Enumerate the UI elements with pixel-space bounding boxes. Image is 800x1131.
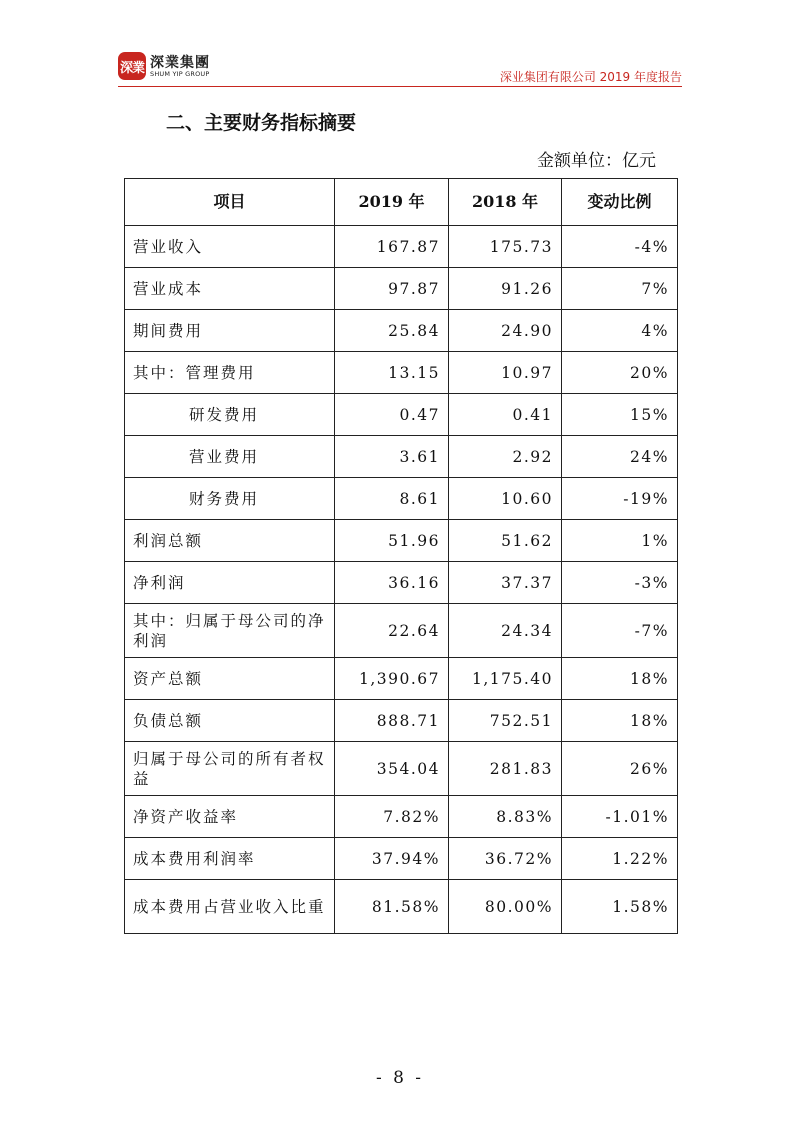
value-2018: 752.51 [449, 700, 562, 742]
table-row [125, 880, 678, 934]
value-2018: 10.97 [449, 352, 562, 394]
row-label: 净资产收益率 [125, 796, 335, 838]
table-row [125, 838, 678, 880]
value-2019: 37.94% [335, 838, 449, 880]
row-label: 利润总额 [125, 520, 335, 562]
table-row [125, 520, 678, 562]
table-row [125, 310, 678, 352]
row-label: 负债总额 [125, 700, 335, 742]
table-row [125, 226, 678, 268]
table-row [125, 700, 678, 742]
row-label: 其中：管理费用 [125, 352, 335, 394]
value-2018: 281.83 [449, 742, 562, 796]
table-row [125, 658, 678, 700]
logo-mark-icon: 深業 [118, 52, 146, 80]
value-2019: 22.64 [335, 604, 449, 658]
change-ratio: 1.58% [562, 880, 678, 934]
logo-english-name: SHUM YIP GROUP [150, 70, 210, 78]
table-row [125, 604, 678, 658]
change-ratio: 4% [562, 310, 678, 352]
value-2019: 7.82% [335, 796, 449, 838]
change-ratio: 1.22% [562, 838, 678, 880]
row-label: 期间费用 [125, 310, 335, 352]
value-2018: 2.92 [449, 436, 562, 478]
value-2018: 0.41 [449, 394, 562, 436]
row-label: 归属于母公司的所有者权益 [125, 742, 335, 796]
change-ratio: 15% [562, 394, 678, 436]
change-ratio: 1% [562, 520, 678, 562]
header-2018: 2018 年 [449, 179, 562, 226]
change-ratio: -3% [562, 562, 678, 604]
row-label: 成本费用占营业收入比重 [125, 880, 335, 934]
financial-summary-table [124, 178, 678, 934]
change-ratio: 20% [562, 352, 678, 394]
row-label: 营业成本 [125, 268, 335, 310]
header-item: 项目 [125, 179, 335, 226]
table-row [125, 562, 678, 604]
table-row [125, 436, 678, 478]
header-change: 变动比例 [562, 179, 678, 226]
value-2019: 0.47 [335, 394, 449, 436]
table-row [125, 478, 678, 520]
change-ratio: 24% [562, 436, 678, 478]
change-ratio: -1.01% [562, 796, 678, 838]
change-ratio: 26% [562, 742, 678, 796]
value-2018: 36.72% [449, 838, 562, 880]
row-label: 净利润 [125, 562, 335, 604]
value-2019: 8.61 [335, 478, 449, 520]
report-title: 深业集团有限公司 2019 年度报告 [499, 70, 682, 84]
value-2019: 51.96 [335, 520, 449, 562]
value-2018: 51.62 [449, 520, 562, 562]
section-title: 二、主要财务指标摘要 [166, 112, 357, 134]
value-2018: 24.34 [449, 604, 562, 658]
value-2018: 1,175.40 [449, 658, 562, 700]
row-label: 成本费用利润率 [125, 838, 335, 880]
value-2019: 97.87 [335, 268, 449, 310]
table-row [125, 742, 678, 796]
table-row [125, 394, 678, 436]
logo-chinese-name: 深業集團 [150, 55, 210, 71]
row-label: 资产总额 [125, 658, 335, 700]
value-2018: 24.90 [449, 310, 562, 352]
table-row [125, 796, 678, 838]
table-row [125, 268, 678, 310]
value-2018: 37.37 [449, 562, 562, 604]
value-2019: 25.84 [335, 310, 449, 352]
value-2019: 888.71 [335, 700, 449, 742]
header-divider [118, 86, 682, 87]
value-2019: 3.61 [335, 436, 449, 478]
company-logo [118, 52, 238, 84]
value-2019: 36.16 [335, 562, 449, 604]
value-2018: 8.83% [449, 796, 562, 838]
change-ratio: 18% [562, 658, 678, 700]
row-label: 营业费用 [125, 436, 335, 478]
value-2018: 175.73 [449, 226, 562, 268]
value-2019: 1,390.67 [335, 658, 449, 700]
row-label: 研发费用 [125, 394, 335, 436]
value-2018: 80.00% [449, 880, 562, 934]
page-number: - 8 - [375, 1068, 425, 1088]
change-ratio: 18% [562, 700, 678, 742]
value-2019: 354.04 [335, 742, 449, 796]
row-label: 财务费用 [125, 478, 335, 520]
value-2019: 81.58% [335, 880, 449, 934]
page-header [118, 50, 682, 90]
value-2018: 10.60 [449, 478, 562, 520]
value-2019: 167.87 [335, 226, 449, 268]
change-ratio: -4% [562, 226, 678, 268]
table-row [125, 352, 678, 394]
change-ratio: 7% [562, 268, 678, 310]
value-2018: 91.26 [449, 268, 562, 310]
change-ratio: -19% [562, 478, 678, 520]
row-label: 营业收入 [125, 226, 335, 268]
change-ratio: -7% [562, 604, 678, 658]
unit-label: 金额单位：亿元 [537, 151, 656, 171]
row-label: 其中：归属于母公司的净利润 [125, 604, 335, 658]
header-2019: 2019 年 [335, 179, 449, 226]
table-header-row [125, 179, 678, 226]
value-2019: 13.15 [335, 352, 449, 394]
